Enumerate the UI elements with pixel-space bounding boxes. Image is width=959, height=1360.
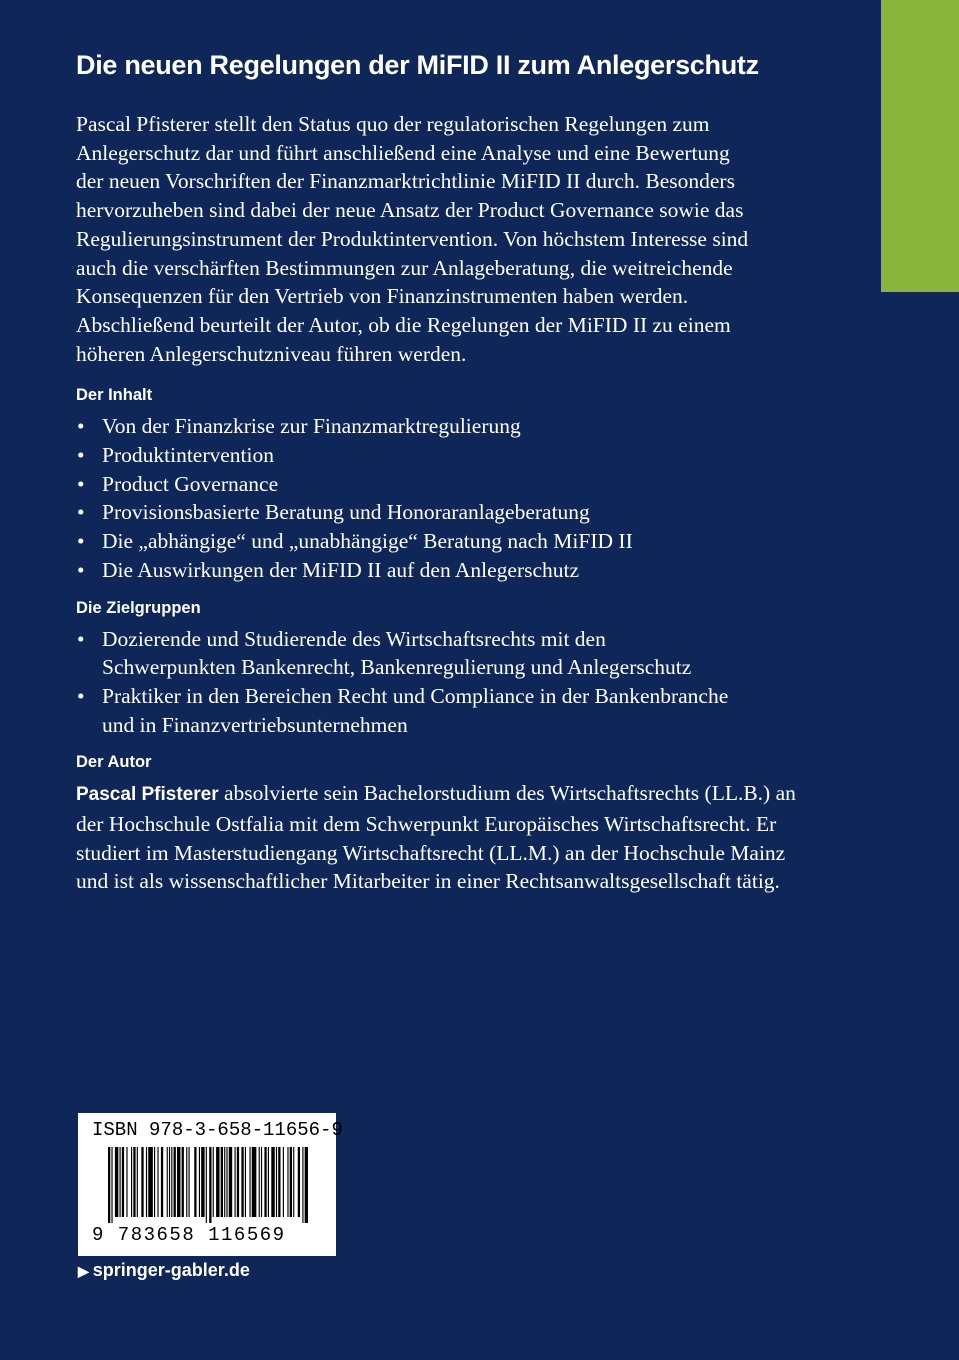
bullet-dot-icon: • <box>77 443 85 468</box>
barcode-bar <box>264 1147 266 1217</box>
barcode-bar <box>259 1147 260 1217</box>
barcode-bar <box>221 1147 223 1217</box>
back-cover-text <box>76 44 806 896</box>
barcode-bar <box>283 1147 284 1217</box>
barcode-bar <box>290 1147 292 1217</box>
barcode-bar <box>206 1147 207 1223</box>
barcode-bar <box>186 1147 187 1217</box>
list-item: • Von der Finanzkrise zur Finanzmarktregulierung <box>76 412 806 441</box>
list-item: • Provisionsbasierte Beratung und Honoraranlageberatung <box>76 498 806 527</box>
barcode-bar <box>111 1147 112 1223</box>
barcode-bar <box>305 1147 308 1223</box>
barcode-bar <box>115 1147 118 1217</box>
barcode-bar <box>177 1147 180 1217</box>
list-item: • Produktintervention <box>76 441 806 470</box>
barcode-bar <box>261 1147 262 1217</box>
bullet-dot-icon: • <box>77 626 85 651</box>
section-zielgruppen <box>76 597 806 740</box>
intro-paragraph <box>76 110 806 368</box>
barcode-bar <box>241 1147 243 1217</box>
barcode-bar <box>141 1147 143 1217</box>
list-item: • Die „abhängige“ und „unabhängige“ Beratung nach MiFID II <box>76 527 806 556</box>
barcode-bar <box>271 1147 274 1217</box>
barcode-bar <box>199 1147 200 1217</box>
zielgruppen-list <box>76 625 806 740</box>
barcode-bar <box>252 1147 257 1217</box>
barcode-bar <box>169 1147 170 1217</box>
barcode-bar <box>189 1147 190 1217</box>
intro-line: Regulierungsinstrument der Produktintervention. Von höchstem Interesse sind <box>76 226 749 251</box>
bullet-dot-icon: • <box>77 557 85 582</box>
website-link[interactable] <box>78 1260 250 1281</box>
section-inhalt <box>76 384 806 584</box>
section-heading: Der Inhalt <box>76 386 153 405</box>
barcode-bar <box>229 1147 232 1217</box>
bullet-dot-icon: • <box>77 500 85 525</box>
barcode-bar <box>120 1147 121 1217</box>
intro-line: Abschließend beurteilt der Autor, ob die Regelungen der MiFID II zu einem <box>76 312 731 337</box>
barcode-bar <box>226 1147 227 1217</box>
barcode-bar <box>157 1147 158 1217</box>
triangle-right-icon: ▶ <box>78 1263 89 1279</box>
barcode-bar <box>194 1147 196 1217</box>
barcode-bar <box>126 1147 127 1217</box>
barcode-bar <box>235 1147 236 1217</box>
bullet-dot-icon: • <box>77 414 85 439</box>
barcode-bar <box>209 1147 211 1223</box>
intro-line: der neuen Vorschriften der Finanzmarktrichtlinie MiFID II durch. Besonders <box>76 169 735 194</box>
intro-line: auch die verschärften Bestimmungen zur Anlageberatung, die weitreichende <box>76 255 733 280</box>
barcode-bar <box>276 1147 277 1217</box>
barcode-bar <box>278 1147 280 1217</box>
author-line: der Hochschule Ostfalia mit dem Schwerpunkt Europäisches Wirtschaftsrecht. Er <box>76 812 777 837</box>
barcode-bar <box>216 1147 219 1217</box>
list-item: • Dozierende und Studierende des Wirtschaftsrechts mit den Schwerpunkten Bankenrecht, Bankenregulierung und Anlegerschutz <box>77 626 692 680</box>
barcode-bar <box>154 1147 155 1217</box>
intro-line: Konsequenzen für den Vertrieb von Finanzinstrumenten haben werden. <box>76 284 689 309</box>
bullet-dot-icon: • <box>77 529 85 554</box>
barcode-bar <box>174 1147 176 1217</box>
barcode-bar <box>298 1147 300 1217</box>
barcode-bar <box>237 1147 239 1217</box>
intro-line: hervorzuheben sind dabei der neue Ansatz der Product Governance sowie das <box>76 198 744 223</box>
accent-tab <box>881 0 959 292</box>
barcode-bar <box>146 1147 147 1217</box>
barcode-bar <box>148 1147 153 1217</box>
barcode-bar <box>167 1147 168 1217</box>
barcode-bar <box>161 1147 163 1217</box>
ean-digits: 9 783658 116569 <box>92 1224 286 1246</box>
barcode-bar <box>133 1147 135 1217</box>
section-heading: Die Zielgruppen <box>76 598 201 617</box>
barcode-bar <box>182 1147 184 1217</box>
isbn-barcode <box>78 1113 343 1256</box>
author-line: studiert im Masterstudiengang Wirtschaftsrecht (LL.M.) an der Hochschule Mainz <box>76 840 786 865</box>
section-heading: Der Autor <box>76 753 152 772</box>
bullet-dot-icon: • <box>77 471 85 496</box>
barcode-bar <box>245 1147 246 1217</box>
barcode-bar <box>122 1147 124 1217</box>
barcode-image <box>108 1147 308 1223</box>
bullet-dot-icon: • <box>77 683 85 708</box>
barcode-bar <box>268 1147 269 1217</box>
inhalt-list <box>76 412 806 584</box>
website-url: springer-gabler.de <box>92 1260 250 1280</box>
barcode-bar <box>137 1147 138 1217</box>
author-line-rest: absolvierte sein Bachelorstudium des Wirtschaftsrechts (LL.B.) an <box>218 781 796 806</box>
barcode-bar <box>171 1147 172 1217</box>
list-item: • Praktiker in den Bereichen Recht und Compliance in der Bankenbranche und in Finanzvertriebsunternehmen <box>77 683 729 737</box>
list-item: • Product Governance <box>76 470 806 499</box>
barcode-bar <box>224 1147 225 1217</box>
intro-line: höheren Anlegerschutzniveau führen werden. <box>76 341 467 366</box>
barcode-bar <box>249 1147 250 1217</box>
barcode-bar <box>108 1147 110 1223</box>
barcode-bar <box>201 1147 204 1217</box>
author-name: Pascal Pfisterer <box>76 784 219 806</box>
author-line: und ist als wissenschaftlicher Mitarbeiter in einer Rechtsanwaltsgesellschaft tätig. <box>76 869 780 894</box>
intro-line: Anlegerschutz dar und führt anschließend eine Analyse und eine Bewertung <box>76 140 730 165</box>
barcode-bar <box>302 1147 303 1223</box>
intro-line: Pascal Pfisterer stellt den Status quo der regulatorischen Regelungen zum <box>76 112 710 136</box>
author-line <box>76 779 806 810</box>
barcode-bar <box>293 1147 294 1217</box>
cover-title: Die neuen Regelungen der MiFID II zum Anlegerschutz <box>76 50 759 80</box>
barcode-bar <box>213 1147 214 1217</box>
isbn-label: ISBN 978-3-658-11656-9 <box>92 1119 343 1141</box>
barcode-bar <box>287 1147 288 1217</box>
list-item: • Die Auswirkungen der MiFID II auf den Anlegerschutz <box>76 556 806 585</box>
section-autor <box>76 751 806 896</box>
barcode-bar <box>131 1147 132 1217</box>
